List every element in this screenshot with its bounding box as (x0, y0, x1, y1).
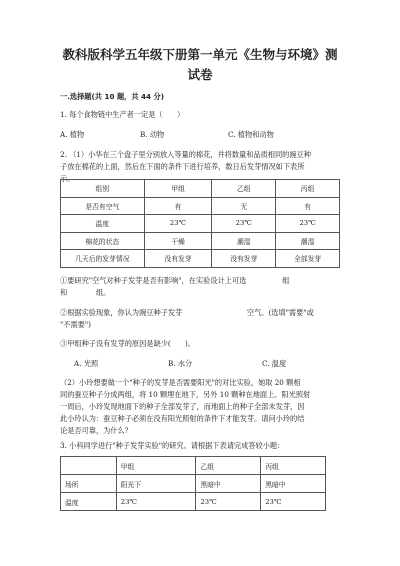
q2-sub2-line2: "不需要") (60, 320, 91, 329)
q2-part2-line5: 论是否可靠，为什么？ (60, 426, 132, 435)
q2-part2-line1: （2）小玲想要做一个"种子的发芽是否需要阳光"的对比实验，她取 20 颗相 (60, 378, 301, 387)
q2-sub3: ③甲组种子没有发芽的原因是缺少( )。 (60, 339, 195, 348)
table-row (61, 215, 340, 233)
q2-part2-line4: 此小玲认为：蚕豆种子必须在没有阳光照射的条件下才能发芽。请问小玲的结 (60, 414, 305, 423)
table-cell: 温度 (61, 493, 117, 511)
table-cell: 乙组 (196, 457, 261, 475)
table-cell: 甲组 (116, 457, 196, 475)
table-cell: 甲组 (144, 180, 212, 198)
q2-sub3-option-a: A. 光照 (74, 359, 99, 368)
q2-part2-line2: 同的蚕豆种子分成两组，将 10 颗埋在地下，另外 10 颗种在地面上。阳光照射 (60, 390, 311, 399)
q2-sub3-option-c: C. 温度 (262, 359, 287, 368)
table-cell: 23℃ (116, 493, 196, 511)
table-cell: 没有发芽 (212, 250, 276, 268)
q1-option-c: C. 植物和动物 (228, 130, 274, 139)
q2-part2-line3: 一周后，小玲发现地面下的种子全部发芽了，而地面上的种子全部未发芽，因 (60, 402, 305, 411)
table-cell: 有 (276, 197, 340, 215)
table-cell: 是否有空气 (61, 197, 145, 215)
q2-table (60, 179, 340, 268)
table-cell: 23℃ (196, 493, 261, 511)
table-row (61, 250, 340, 268)
section-heading: 一.选择题(共 10 题，共 44 分) (60, 92, 165, 101)
q1-option-b: B. 动物 (140, 130, 165, 139)
table-row (61, 180, 340, 198)
q2-intro-line2: 子放在棉花的上面，然后在下面的条件下进行培养，数日后发芽情况如下表所 (60, 162, 305, 171)
table-row (61, 232, 340, 250)
q2-sub2-line1: ②根据实验现象，你认为豌豆种子发芽 空气。(选填"需要"或 (60, 308, 314, 317)
table-row (61, 493, 326, 511)
table-cell (61, 457, 117, 475)
table-row (61, 197, 340, 215)
q2-intro-line3: 示。 (60, 174, 75, 183)
table-cell: 黑暗中 (196, 475, 261, 493)
table-cell: 丙组 (276, 180, 340, 198)
q3-table (60, 456, 326, 511)
table-cell: 无 (212, 197, 276, 215)
q2-sub1-line2: 和 组。 (60, 288, 111, 297)
table-cell: 潮湿 (212, 232, 276, 250)
table-cell: 全部发芽 (276, 250, 340, 268)
q2-sub3-option-b: B. 水分 (168, 359, 193, 368)
table-row (61, 475, 326, 493)
table-cell: 23℃ (276, 215, 340, 233)
table-cell: 23℃ (261, 493, 326, 511)
q1-option-a: A. 植物 (60, 130, 85, 139)
page-title-line2: 试卷 (187, 67, 213, 82)
q2-sub1-line1: ①要研究"空气对种子发芽是否有影响"，在实验设计上可选 组 (60, 276, 290, 285)
table-cell: 温度 (61, 215, 145, 233)
q3-text: 3. 小科同学进行"种子发芽实验"的研究。请根据下表请完成答较小题： (60, 441, 285, 450)
table-cell: 有 (144, 197, 212, 215)
table-cell: 没有发芽 (144, 250, 212, 268)
table-cell: 丙组 (261, 457, 326, 475)
table-cell: 组别 (61, 180, 145, 198)
table-cell: 几天后的发芽情况 (61, 250, 145, 268)
q2-intro-line1: 2. （1）小华在三个盘子里分别放入等量的棉花，并将数量和品质相同的豌豆种 (60, 150, 311, 159)
page-title-line1: 教科版科学五年级下册第一单元《生物与环境》测 (62, 47, 338, 62)
table-cell: 23℃ (212, 215, 276, 233)
table-cell: 23℃ (144, 215, 212, 233)
q1-text: 1. 每个食物链中生产者一定是（ ） (60, 110, 185, 119)
table-cell: 干燥 (144, 232, 212, 250)
table-cell: 场所 (61, 475, 117, 493)
table-cell: 阳光下 (116, 475, 196, 493)
table-cell: 黑暗中 (261, 475, 326, 493)
table-row (61, 457, 326, 475)
table-cell: 潮湿 (276, 232, 340, 250)
table-cell: 乙组 (212, 180, 276, 198)
table-cell: 棉花的状态 (61, 232, 145, 250)
